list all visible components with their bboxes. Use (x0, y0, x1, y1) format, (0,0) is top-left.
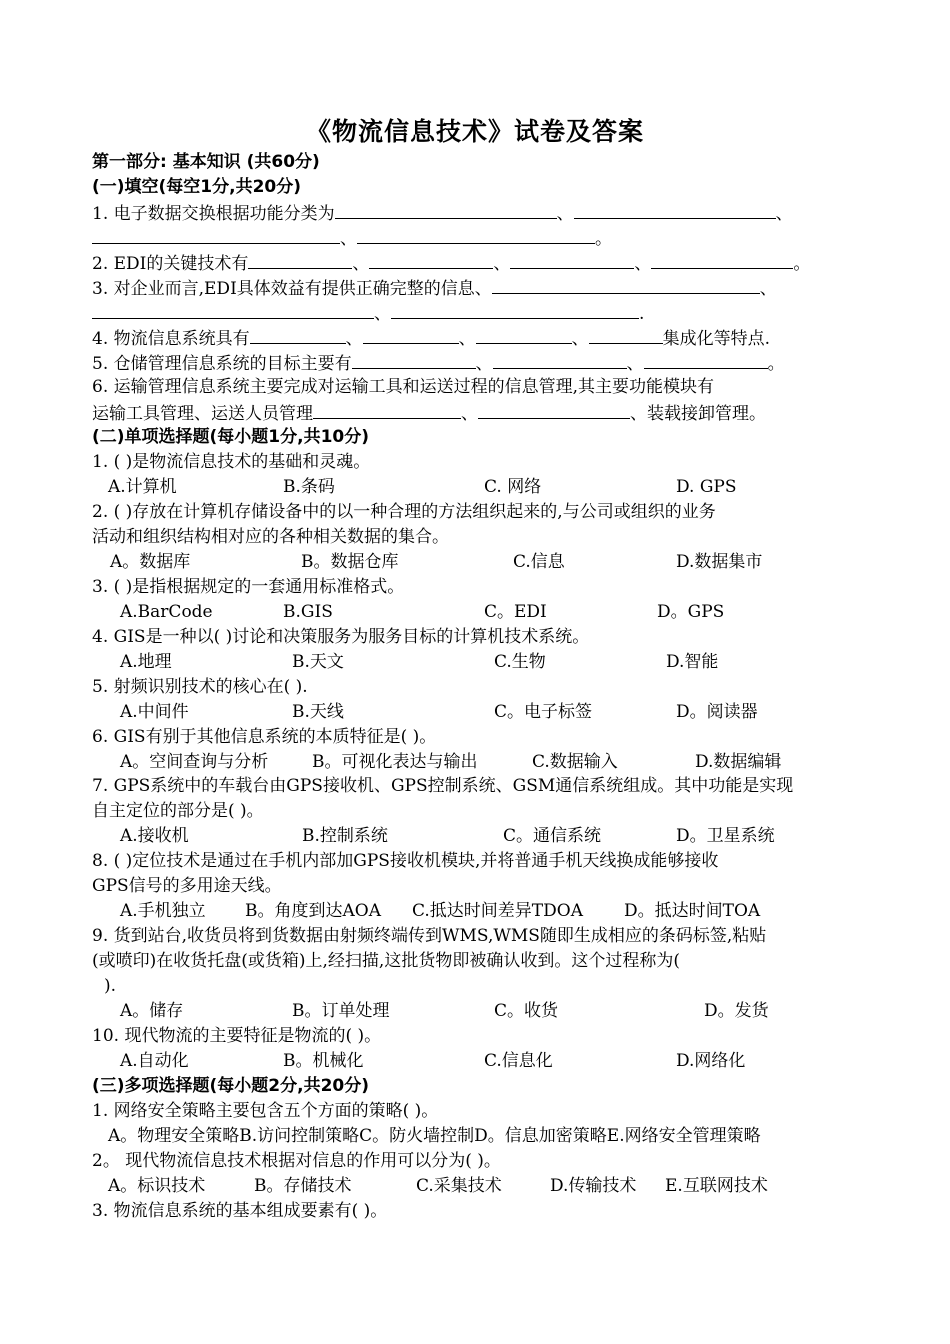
option-b[interactable]: B。存储技术 (254, 1176, 352, 1196)
section-heading-multi-choice: (三)多项选择题(每小题2分,共20分) (92, 1076, 370, 1096)
answer-blank[interactable] (363, 326, 459, 344)
answer-blank[interactable] (335, 201, 557, 219)
answer-blank[interactable] (313, 401, 461, 419)
option-a[interactable]: A。数据库 (110, 552, 191, 572)
option-a[interactable]: A.自动化 (120, 1051, 189, 1071)
option-b[interactable]: B。数据仓库 (301, 552, 399, 572)
fill-question-6: 6. 运输管理信息系统主要完成对运输工具和运送过程的信息管理,其主要功能模块有 (92, 377, 715, 397)
single-question-10: 10. 现代物流的主要特征是物流的( )。 (92, 1026, 382, 1046)
option-a[interactable]: A。空间查询与分析 (120, 752, 269, 772)
option-a[interactable]: A。标识技术 (108, 1176, 206, 1196)
fill-question-1: 1. 电子数据交换根据功能分类为 、 、 (92, 201, 793, 225)
fill-question-3-cont: 、 . (92, 301, 644, 325)
answer-blank[interactable] (493, 351, 627, 369)
option-c[interactable]: C.生物 (494, 652, 546, 672)
answer-blank[interactable] (478, 401, 630, 419)
fill-question-5: 5. 仓储管理信息系统的目标主要有 、 、 。 (92, 351, 785, 375)
single-question-4: 4. GIS是一种以( )讨论和决策服务为服务目标的计算机技术系统。 (92, 627, 590, 647)
option-c[interactable]: C.采集技术 (416, 1176, 502, 1196)
fill-question-6-cont: 运输工具管理、运送人员管理 、 、装载接卸管理。 (92, 401, 766, 425)
single-question-8-cont: GPS信号的多用途天线。 (92, 876, 282, 896)
single-question-7: 7. GPS系统中的车载台由GPS接收机、GPS控制系统、GSM通信系统组成。其中功能是实现 (92, 776, 794, 796)
fill-question-3: 3. 对企业而言,EDI具体效益有提供正确完整的信息、 、 (92, 276, 777, 300)
single-question-3: 3. ( )是指根据规定的一套通用标准格式。 (92, 577, 405, 597)
single-question-1: 1. ( )是物流信息技术的基础和灵魂。 (92, 452, 371, 472)
answer-blank[interactable] (574, 201, 776, 219)
multi-question-3: 3. 物流信息系统的基本组成要素有( )。 (92, 1201, 388, 1221)
option-b[interactable]: B。角度到达AOA (245, 901, 381, 921)
option-b[interactable]: B.天文 (292, 652, 344, 672)
option-d[interactable]: D. GPS (676, 477, 737, 497)
answer-blank[interactable] (510, 251, 634, 269)
option-a[interactable]: A。储存 (120, 1001, 184, 1021)
fill-question-2: 2. EDI的关键技术有 、 、 、 。 (92, 251, 810, 275)
option-e[interactable]: E.互联网技术 (665, 1176, 768, 1196)
option-a[interactable]: A.接收机 (120, 826, 189, 846)
option-d[interactable]: D.智能 (666, 652, 719, 672)
option-c[interactable]: C.信息 (513, 552, 565, 572)
option-d[interactable]: D。抵达时间TOA (624, 901, 761, 921)
option-d[interactable]: D。发货 (704, 1001, 769, 1021)
option-a[interactable]: A.地理 (120, 652, 172, 672)
option-c[interactable]: C.数据输入 (532, 752, 618, 772)
answer-blank[interactable] (476, 326, 572, 344)
option-b[interactable]: B.GIS (283, 602, 333, 622)
option-a[interactable]: A.手机独立 (120, 901, 206, 921)
answer-blank[interactable] (352, 351, 476, 369)
option-a[interactable]: A.中间件 (120, 702, 189, 722)
option-b[interactable]: B.条码 (283, 477, 335, 497)
answer-blank[interactable] (250, 326, 346, 344)
answer-blank[interactable] (391, 301, 639, 319)
single-question-9-cont2: ). (104, 976, 117, 996)
single-question-7-cont: 自主定位的部分是( )。 (92, 801, 264, 821)
option-d[interactable]: D。GPS (657, 602, 725, 622)
answer-blank[interactable] (92, 226, 340, 244)
answer-blank[interactable] (589, 326, 663, 344)
option-b[interactable]: B。订单处理 (292, 1001, 390, 1021)
multi-question-1-options[interactable]: A。物理安全策略B.访问控制策略C。防火墙控制D。信息加密策略E.网络安全管理策略 (108, 1126, 761, 1146)
part-heading: 第一部分: 基本知识 (共60分) (92, 152, 320, 172)
fill-question-1-cont: 、 。 (92, 226, 612, 250)
single-question-8: 8. ( )定位技术是通过在手机内部加GPS接收机模块,并将普通手机天线换成能够接收 (92, 851, 719, 871)
single-question-2: 2. ( )存放在计算机存储设备中的以一种合理的方法组织起来的,与公司或组织的业务 (92, 502, 716, 522)
option-a[interactable]: A.计算机 (108, 477, 177, 497)
answer-blank[interactable] (248, 251, 352, 269)
single-question-2-cont: 活动和组织结构相对应的各种相关数据的集合。 (92, 527, 449, 547)
answer-blank[interactable] (357, 226, 595, 244)
option-c[interactable]: C。EDI (484, 602, 547, 622)
option-d[interactable]: D.传输技术 (550, 1176, 637, 1196)
answer-blank[interactable] (492, 276, 760, 294)
option-c[interactable]: C.抵达时间差异TDOA (412, 901, 583, 921)
option-c[interactable]: C。电子标签 (494, 702, 593, 722)
option-d[interactable]: D.数据编辑 (695, 752, 782, 772)
page-title: 《物流信息技术》试卷及答案 (305, 117, 644, 146)
answer-blank[interactable] (92, 301, 374, 319)
single-question-5: 5. 射频识别技术的核心在( ). (92, 677, 308, 697)
answer-blank[interactable] (651, 251, 793, 269)
option-d[interactable]: D.数据集市 (676, 552, 763, 572)
option-c[interactable]: C。通信系统 (503, 826, 602, 846)
multi-question-2: 2。 现代物流信息技术根据对信息的作用可以分为( )。 (92, 1151, 501, 1171)
single-question-6: 6. GIS有别于其他信息系统的本质特征是( )。 (92, 727, 437, 747)
option-b[interactable]: B.控制系统 (302, 826, 388, 846)
fill-question-4: 4. 物流信息系统具有 、 、 、 集成化等特点. (92, 326, 770, 350)
option-b[interactable]: B。机械化 (283, 1051, 364, 1071)
option-b[interactable]: B.天线 (292, 702, 344, 722)
single-question-9: 9. 货到站台,收货员将到货数据由射频终端传到WMS,WMS随即生成相应的条码标签,粘贴 (92, 926, 767, 946)
section-heading-single-choice: (二)单项选择题(每小题1分,共10分) (92, 427, 370, 447)
option-a[interactable]: A.BarCode (120, 602, 213, 622)
option-d[interactable]: D.网络化 (676, 1051, 746, 1071)
option-d[interactable]: D。阅读器 (676, 702, 758, 722)
option-b[interactable]: B。可视化表达与输出 (312, 752, 478, 772)
answer-blank[interactable] (369, 251, 493, 269)
option-c[interactable]: C。收货 (494, 1001, 559, 1021)
option-d[interactable]: D。卫星系统 (676, 826, 775, 846)
single-question-9-cont: (或喷印)在收货托盘(或货箱)上,经扫描,这批货物即被确认收到。这个过程称为( (92, 951, 680, 971)
option-c[interactable]: C. 网络 (484, 477, 542, 497)
multi-question-1: 1. 网络安全策略主要包含五个方面的策略( )。 (92, 1101, 439, 1121)
section-heading-fill-blank: (一)填空(每空1分,共20分) (92, 177, 302, 197)
option-c[interactable]: C.信息化 (484, 1051, 553, 1071)
answer-blank[interactable] (644, 351, 768, 369)
